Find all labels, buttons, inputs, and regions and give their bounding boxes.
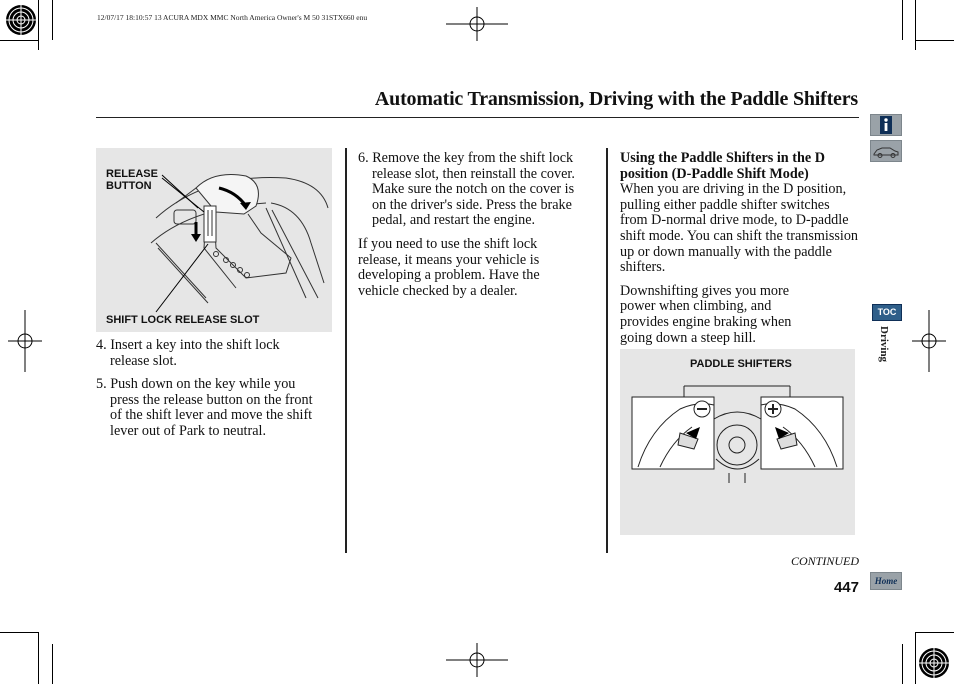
release-button-label: RELEASE BUTTON — [106, 168, 158, 192]
step-6: 6. Remove the key from the shift lock release slot, then reinstall the cover. Make sure the notch on the cover is on the driver's side. Press the brake pedal, and restart the engine. — [358, 150, 575, 229]
step-5: 5. Push down on the key while you press the release button on the front of the shift lever and move the shift lever out of Park to neutral. — [96, 376, 313, 439]
registration-target-icon — [917, 646, 951, 680]
column-divider — [345, 148, 347, 553]
paddle-shifters-figure — [620, 349, 855, 535]
toc-label: TOC — [877, 307, 897, 317]
column-divider — [606, 148, 608, 553]
crosshair-icon — [446, 643, 508, 677]
shift-lock-figure — [96, 148, 332, 332]
car-tab[interactable] — [870, 140, 902, 162]
right-column-text — [620, 151, 860, 346]
toc-button[interactable] — [872, 304, 902, 321]
info-icon — [871, 115, 901, 135]
section-tab-driving: Driving — [878, 326, 890, 363]
page-title: Automatic Transmission, Driving with the Paddle Shifters — [374, 88, 858, 110]
home-button[interactable] — [870, 572, 902, 590]
continued-label: CONTINUED — [790, 554, 859, 568]
paddle-shift-heading: Using the Paddle Shifters in the D position (D-Paddle Shift Mode) — [620, 150, 825, 182]
crosshair-icon — [446, 7, 508, 41]
home-label: Home — [874, 576, 898, 586]
left-column-text — [96, 338, 320, 440]
shift-lock-note: If you need to use the shift lock release, it means your vehicle is developing a problem. Have the vehicle checked by a dealer. — [358, 235, 540, 299]
paddle-shift-paragraph-1: When you are driving in the D position, pulling either paddle shifter switches from D-normal drive mode, to D-paddle shift mode. You can shift the transmission up or down manually with the paddle shifters. — [620, 181, 859, 276]
info-tab[interactable] — [870, 114, 902, 136]
page-number: 447 — [833, 579, 859, 596]
crosshair-icon — [912, 310, 946, 372]
paddle-shifter-illustration — [620, 349, 855, 535]
print-info: 12/07/17 18:10:57 13 ACURA MDX MMC North America Owner's M 50 31STX660 enu — [97, 13, 368, 22]
paddle-shifters-label: PADDLE SHIFTERS — [690, 358, 792, 370]
shift-lock-slot-label: SHIFT LOCK RELEASE SLOT — [106, 314, 260, 326]
paddle-shift-paragraph-2: Downshifting gives you more power when climbing, and provides engine braking when going down a steep hill. — [620, 282, 792, 346]
step-4: 4. Insert a key into the shift lock release slot. — [96, 337, 280, 369]
crosshair-icon — [8, 310, 42, 372]
title-rule — [96, 117, 859, 118]
registration-target-icon — [4, 3, 38, 37]
middle-column-text — [358, 151, 582, 299]
car-icon — [871, 141, 901, 161]
